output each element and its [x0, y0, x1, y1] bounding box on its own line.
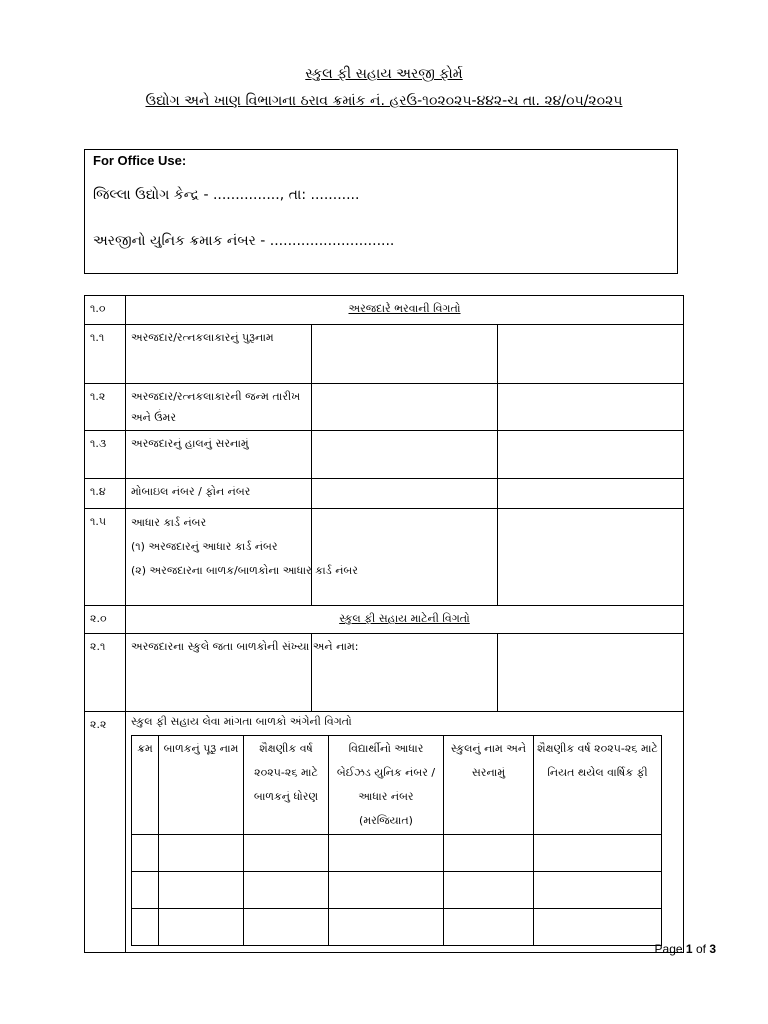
row-marker-cell — [312, 479, 498, 509]
applicant-name-field[interactable] — [498, 325, 684, 384]
table-cell[interactable] — [329, 909, 444, 946]
table-cell[interactable] — [132, 835, 159, 872]
row-number: ૧.૧ — [85, 325, 126, 384]
table-row — [132, 835, 662, 872]
row-number: ૧.૩ — [85, 431, 126, 479]
page-number: 1 — [685, 942, 693, 956]
table-cell[interactable] — [244, 909, 329, 946]
aadhaar-field[interactable] — [498, 509, 684, 606]
table-cell[interactable] — [444, 835, 534, 872]
application-form-table — [84, 295, 684, 953]
form-row — [85, 634, 684, 712]
section-2-title: સ્કુલ ફી સહાય માટેની વિગતો — [126, 606, 684, 634]
section-1-title: અરજદારે ભરવાની વિગતો — [126, 296, 684, 325]
birthdate-age-field[interactable] — [498, 384, 684, 431]
table-cell[interactable] — [132, 872, 159, 909]
table-row — [132, 909, 662, 946]
section-2-header — [85, 606, 684, 634]
table-cell[interactable] — [159, 909, 244, 946]
children-details-table — [131, 735, 662, 946]
office-use-heading: For Office Use: — [93, 153, 187, 168]
row-number: ૨.૧ — [85, 634, 126, 712]
table-cell[interactable] — [244, 872, 329, 909]
children-details-cell — [126, 712, 684, 953]
current-address-field[interactable] — [498, 431, 684, 479]
page-total: 3 — [709, 942, 716, 956]
form-row — [85, 431, 684, 479]
section-1-header — [85, 296, 684, 325]
children-table-header — [132, 736, 662, 835]
table-cell[interactable] — [444, 872, 534, 909]
form-row — [85, 509, 684, 606]
table-cell[interactable] — [159, 872, 244, 909]
col-student-id-header: વિદ્યાર્થીનો આધાર બેઈઝડ યુનિક નંબર /આધાર નંબર (મરજિયાત) — [329, 736, 444, 835]
table-cell[interactable] — [244, 835, 329, 872]
table-cell[interactable] — [534, 835, 662, 872]
applicant-name-label: અરજદાર/રત્નકલાકારનું પુરૂનામ — [126, 325, 312, 384]
form-row — [85, 325, 684, 384]
office-unique-number-line: અરજીનો યુનિક ક્રમાક નંબર - ............................ — [93, 233, 395, 249]
form-row — [85, 712, 684, 953]
aadhaar-label-cell — [126, 509, 358, 606]
row-marker-cell — [312, 509, 498, 606]
col-school-header: સ્કુલનું નામ અને સરનામું — [444, 736, 534, 835]
office-district-line: જિલ્લા ઉદ્યોગ કેન્દ્ર - ..............., તા: ........... — [93, 187, 360, 203]
children-count-field[interactable] — [498, 634, 684, 712]
table-cell[interactable] — [444, 909, 534, 946]
table-cell[interactable] — [329, 872, 444, 909]
page-word: Page — [654, 942, 683, 956]
form-subtitle: ઉદ્યોગ અને ખાણ વિભાગના ઠરાવ ક્રમાંક નં. હરઉ-૧૦૨૦૨૫-૪૪૨-ચ તા. ૨૪/૦૫/૨૦૨૫ — [145, 93, 623, 109]
col-annual-fee-header: શૈક્ષણીક વર્ષ ૨૦૨૫-૨૬ માટે નિયત થયેલ વાર્ષિક ફી — [534, 736, 662, 835]
mobile-phone-field[interactable] — [498, 479, 684, 509]
form-row — [85, 479, 684, 509]
row-marker-cell — [312, 384, 498, 431]
table-cell[interactable] — [329, 835, 444, 872]
form-title: સ્કુલ ફી સહાય અરજી ફોર્મ — [305, 66, 463, 82]
section-1-number: ૧.૦ — [85, 296, 126, 325]
mobile-phone-label: મોબાઇલ નંબર / ફોન નંબર — [126, 479, 312, 509]
aadhaar-label: આધાર કાર્ડ નંબર — [131, 516, 207, 529]
row-number: ૧.૪ — [85, 479, 126, 509]
col-serial-header: ક્રમ — [132, 736, 159, 835]
section-2-number: ૨.૦ — [85, 606, 126, 634]
current-address-label: અરજદારનું હાલનું સરનામું — [126, 431, 312, 479]
col-child-name-header: બાળકનું પૂરૂ નામ — [159, 736, 244, 835]
row-number: ૧.૫ — [85, 509, 126, 606]
aadhaar-children-label: (૨) અરજદારના બાળક/બાળકોના આધાર કાર્ડ નંબર — [131, 564, 358, 577]
row-marker-cell — [312, 431, 498, 479]
row-number: ૨.૨ — [85, 712, 126, 953]
children-details-label: સ્કુલ ફી સહાય લેવા માંગતા બાળકો અંગેની વિગતો — [131, 715, 352, 728]
of-word: of — [695, 942, 706, 956]
col-standard-header: શૈક્ષણીક વર્ષ ૨૦૨૫-૨૬ માટે બાળકનું ધોરણ — [244, 736, 329, 835]
table-cell[interactable] — [534, 909, 662, 946]
children-count-label: અરજદારના સ્કુલે જતા બાળકોની સંખ્યા અને નામ: — [126, 634, 312, 712]
row-marker-cell — [312, 325, 498, 384]
table-row — [132, 872, 662, 909]
table-cell[interactable] — [534, 872, 662, 909]
birthdate-age-label: અરજદાર/રત્નકલાકારની જન્મ તારીખ અને ઉંમર — [126, 384, 312, 431]
row-number: ૧.૨ — [85, 384, 126, 431]
aadhaar-applicant-label: (૧) અરજદારનું આધાર કાર્ડ નંબર — [131, 540, 278, 553]
page-footer — [655, 942, 716, 956]
office-use-box — [84, 149, 678, 274]
table-cell[interactable] — [132, 909, 159, 946]
form-row — [85, 384, 684, 431]
table-cell[interactable] — [159, 835, 244, 872]
